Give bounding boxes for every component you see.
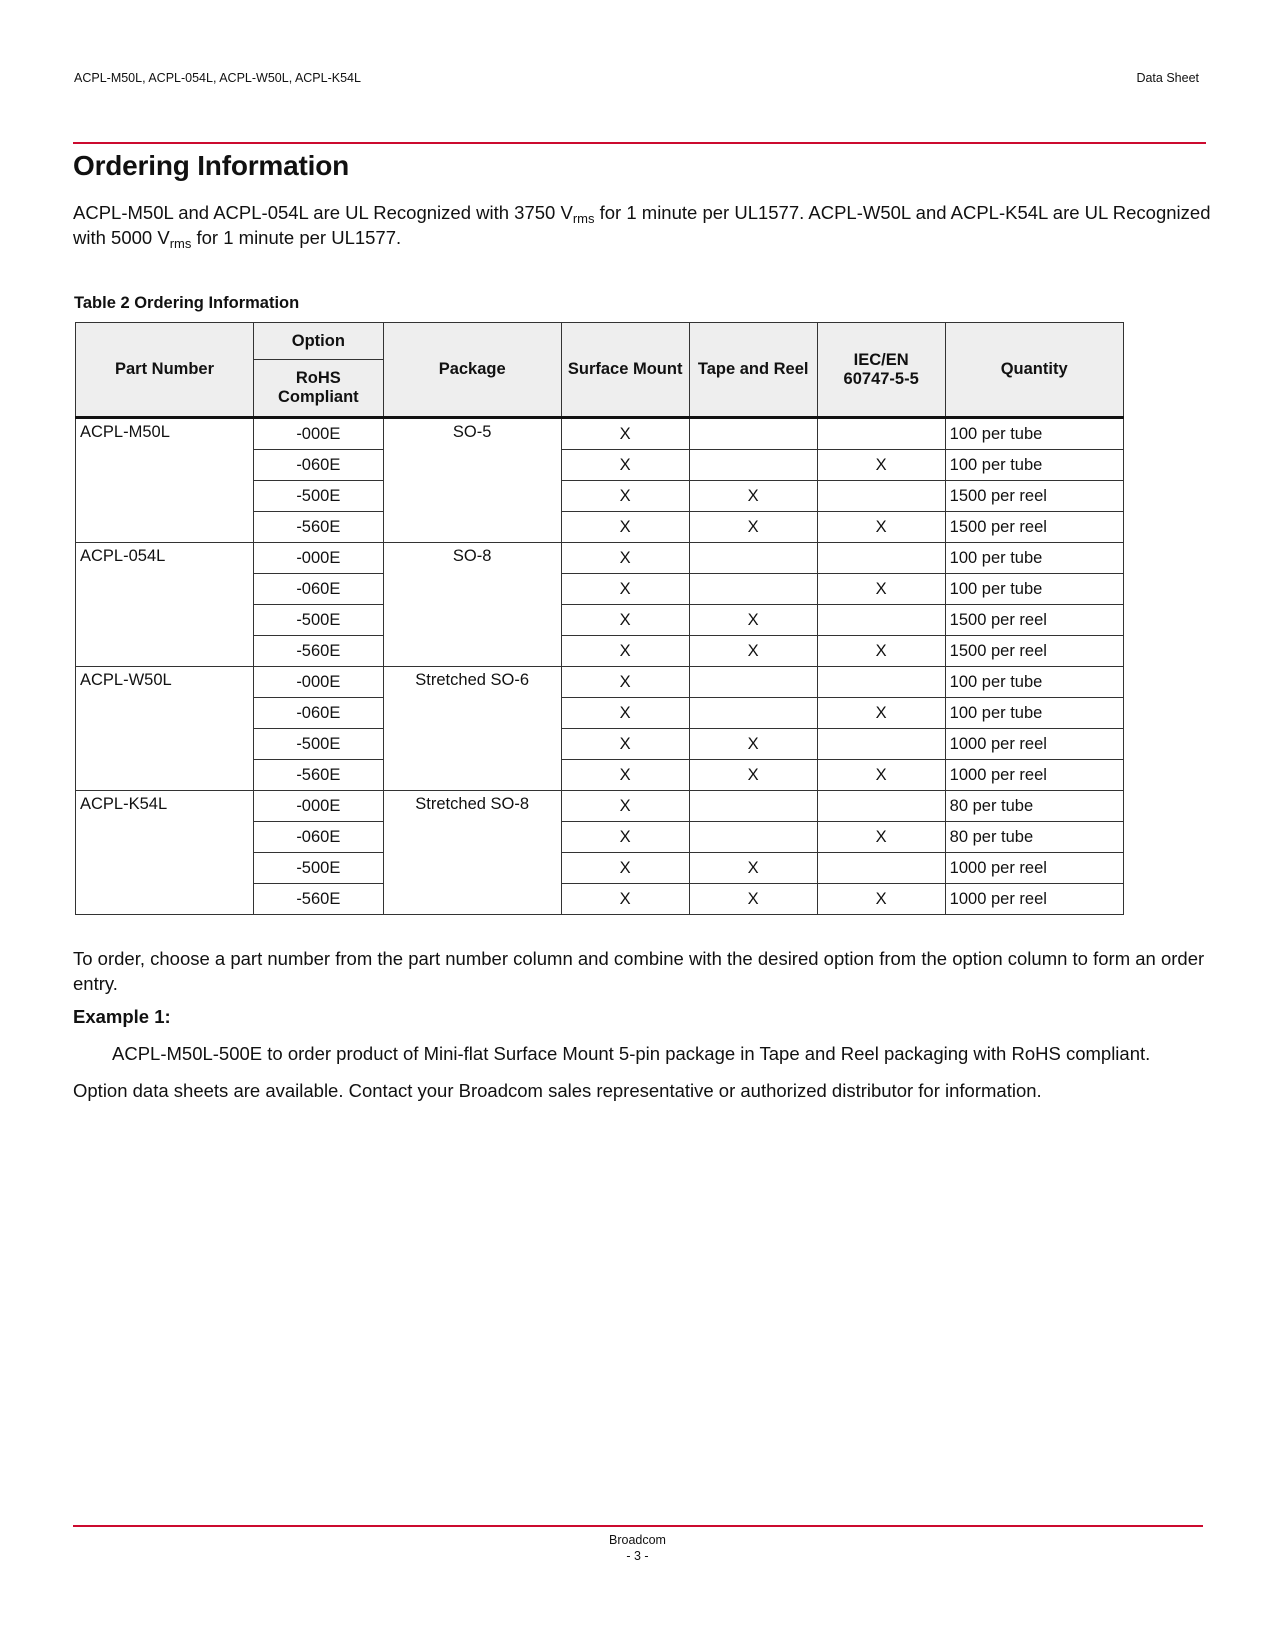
- header-doc-title: ACPL-M50L, ACPL-054L, ACPL-W50L, ACPL-K54L: [74, 71, 361, 85]
- cell-surface-mount: X: [561, 512, 689, 543]
- cell-surface-mount: X: [561, 543, 689, 574]
- cell-surface-mount: X: [561, 729, 689, 760]
- cell-quantity: 1500 per reel: [945, 512, 1123, 543]
- intro-subscript-1: rms: [572, 211, 595, 226]
- cell-iec-en: X: [817, 698, 945, 729]
- cell-surface-mount: X: [561, 418, 689, 450]
- cell-quantity: 100 per tube: [945, 667, 1123, 698]
- cell-tape-and-reel: [689, 418, 817, 450]
- cell-iec-en: [817, 667, 945, 698]
- cell-tape-and-reel: [689, 698, 817, 729]
- cell-tape-and-reel: X: [689, 636, 817, 667]
- cell-iec-en: [817, 481, 945, 512]
- cell-iec-en: [817, 853, 945, 884]
- cell-quantity: 1000 per reel: [945, 884, 1123, 915]
- cell-quantity: 100 per tube: [945, 543, 1123, 574]
- cell-option: -500E: [254, 853, 384, 884]
- intro-text-3: for 1 minute per UL1577.: [191, 227, 402, 248]
- cell-tape-and-reel: [689, 574, 817, 605]
- cell-tape-and-reel: [689, 543, 817, 574]
- cell-surface-mount: X: [561, 481, 689, 512]
- header-divider: [73, 142, 1206, 144]
- cell-surface-mount: X: [561, 605, 689, 636]
- cell-tape-and-reel: [689, 822, 817, 853]
- cell-option: -060E: [254, 822, 384, 853]
- cell-option: -060E: [254, 698, 384, 729]
- header-tape-and-reel: Tape and Reel: [689, 323, 817, 418]
- footer-page-number: - 3 -: [626, 1549, 649, 1563]
- cell-part-number: ACPL-M50L: [76, 418, 254, 543]
- section-title: Ordering Information: [73, 150, 350, 181]
- ordering-table-body: [76, 418, 1124, 915]
- order-instructions: To order, choose a part number from the part number column and combine with the desired option from the option column to form an order entry.: [73, 948, 1205, 994]
- cell-option: -060E: [254, 574, 384, 605]
- cell-package: SO-5: [383, 418, 561, 543]
- cell-package: Stretched SO-8: [383, 791, 561, 915]
- cell-option: -560E: [254, 884, 384, 915]
- header-rohs-compliant: RoHS Compliant: [254, 360, 384, 418]
- cell-surface-mount: X: [561, 760, 689, 791]
- table-row: [76, 667, 1124, 698]
- cell-quantity: 100 per tube: [945, 698, 1123, 729]
- intro-text-1: ACPL-M50L and ACPL-054L are UL Recognized with 3750 V: [73, 202, 573, 223]
- cell-option: -000E: [254, 791, 384, 822]
- cell-quantity: 1000 per reel: [945, 760, 1123, 791]
- cell-tape-and-reel: X: [689, 853, 817, 884]
- header-iec-en: IEC/EN 60747-5-5: [817, 323, 945, 418]
- cell-package: SO-8: [383, 543, 561, 667]
- cell-part-number: ACPL-054L: [76, 543, 254, 667]
- header-option: Option: [254, 323, 384, 360]
- header-quantity: Quantity: [945, 323, 1123, 418]
- cell-iec-en: X: [817, 512, 945, 543]
- cell-quantity: 80 per tube: [945, 791, 1123, 822]
- intro-text-2: for 1 minute per UL1577. ACPL-W50L and ACPL-K54L are UL Recognized with 5000 V: [73, 202, 1211, 248]
- cell-iec-en: X: [817, 636, 945, 667]
- intro-paragraph: [73, 200, 1213, 250]
- cell-iec-en: [817, 729, 945, 760]
- cell-surface-mount: X: [561, 667, 689, 698]
- cell-surface-mount: X: [561, 791, 689, 822]
- example-text: ACPL-M50L-500E to order product of Mini-flat Surface Mount 5-pin package in Tape and Reel packaging with RoHS compliant.: [112, 1043, 1151, 1064]
- cell-package: Stretched SO-6: [383, 667, 561, 791]
- cell-surface-mount: X: [561, 636, 689, 667]
- cell-tape-and-reel: X: [689, 760, 817, 791]
- header-part-number: Part Number: [76, 323, 254, 418]
- table-row: [76, 418, 1124, 450]
- cell-iec-en: [817, 418, 945, 450]
- cell-iec-en: X: [817, 450, 945, 481]
- cell-tape-and-reel: X: [689, 605, 817, 636]
- cell-option: -560E: [254, 636, 384, 667]
- cell-tape-and-reel: [689, 791, 817, 822]
- cell-tape-and-reel: X: [689, 729, 817, 760]
- cell-option: -000E: [254, 543, 384, 574]
- cell-option: -500E: [254, 605, 384, 636]
- cell-surface-mount: X: [561, 450, 689, 481]
- cell-quantity: 1500 per reel: [945, 481, 1123, 512]
- cell-option: -000E: [254, 667, 384, 698]
- footer-divider: [73, 1525, 1203, 1527]
- cell-part-number: ACPL-K54L: [76, 791, 254, 915]
- cell-quantity: 1500 per reel: [945, 636, 1123, 667]
- cell-quantity: 1000 per reel: [945, 729, 1123, 760]
- cell-surface-mount: X: [561, 853, 689, 884]
- cell-option: -500E: [254, 481, 384, 512]
- cell-surface-mount: X: [561, 574, 689, 605]
- cell-surface-mount: X: [561, 822, 689, 853]
- cell-iec-en: X: [817, 822, 945, 853]
- cell-quantity: 100 per tube: [945, 418, 1123, 450]
- cell-tape-and-reel: [689, 667, 817, 698]
- cell-iec-en: [817, 605, 945, 636]
- cell-quantity: 100 per tube: [945, 450, 1123, 481]
- cell-option: -500E: [254, 729, 384, 760]
- table-row: [76, 791, 1124, 822]
- header-surface-mount: Surface Mount: [561, 323, 689, 418]
- cell-iec-en: X: [817, 574, 945, 605]
- cell-option: -560E: [254, 512, 384, 543]
- cell-iec-en: X: [817, 884, 945, 915]
- intro-subscript-2: rms: [169, 236, 192, 251]
- cell-tape-and-reel: X: [689, 481, 817, 512]
- cell-option: -000E: [254, 418, 384, 450]
- header-package: Package: [383, 323, 561, 418]
- cell-surface-mount: X: [561, 884, 689, 915]
- header-doc-type: Data Sheet: [1136, 71, 1199, 85]
- cell-tape-and-reel: [689, 450, 817, 481]
- ordering-table: [75, 322, 1124, 915]
- footer-company: Broadcom: [609, 1533, 666, 1547]
- cell-option: -060E: [254, 450, 384, 481]
- table-row: [76, 543, 1124, 574]
- cell-iec-en: [817, 543, 945, 574]
- example-title: Example 1:: [73, 1006, 171, 1027]
- availability-note: Option data sheets are available. Contact your Broadcom sales representative or authorized distributor for information.: [73, 1080, 1042, 1101]
- cell-iec-en: X: [817, 760, 945, 791]
- cell-tape-and-reel: X: [689, 512, 817, 543]
- cell-option: -560E: [254, 760, 384, 791]
- cell-part-number: ACPL-W50L: [76, 667, 254, 791]
- table-caption: Table 2 Ordering Information: [74, 294, 300, 312]
- cell-quantity: 1000 per reel: [945, 853, 1123, 884]
- cell-quantity: 100 per tube: [945, 574, 1123, 605]
- cell-surface-mount: X: [561, 698, 689, 729]
- cell-tape-and-reel: X: [689, 884, 817, 915]
- cell-quantity: 1500 per reel: [945, 605, 1123, 636]
- cell-iec-en: [817, 791, 945, 822]
- cell-quantity: 80 per tube: [945, 822, 1123, 853]
